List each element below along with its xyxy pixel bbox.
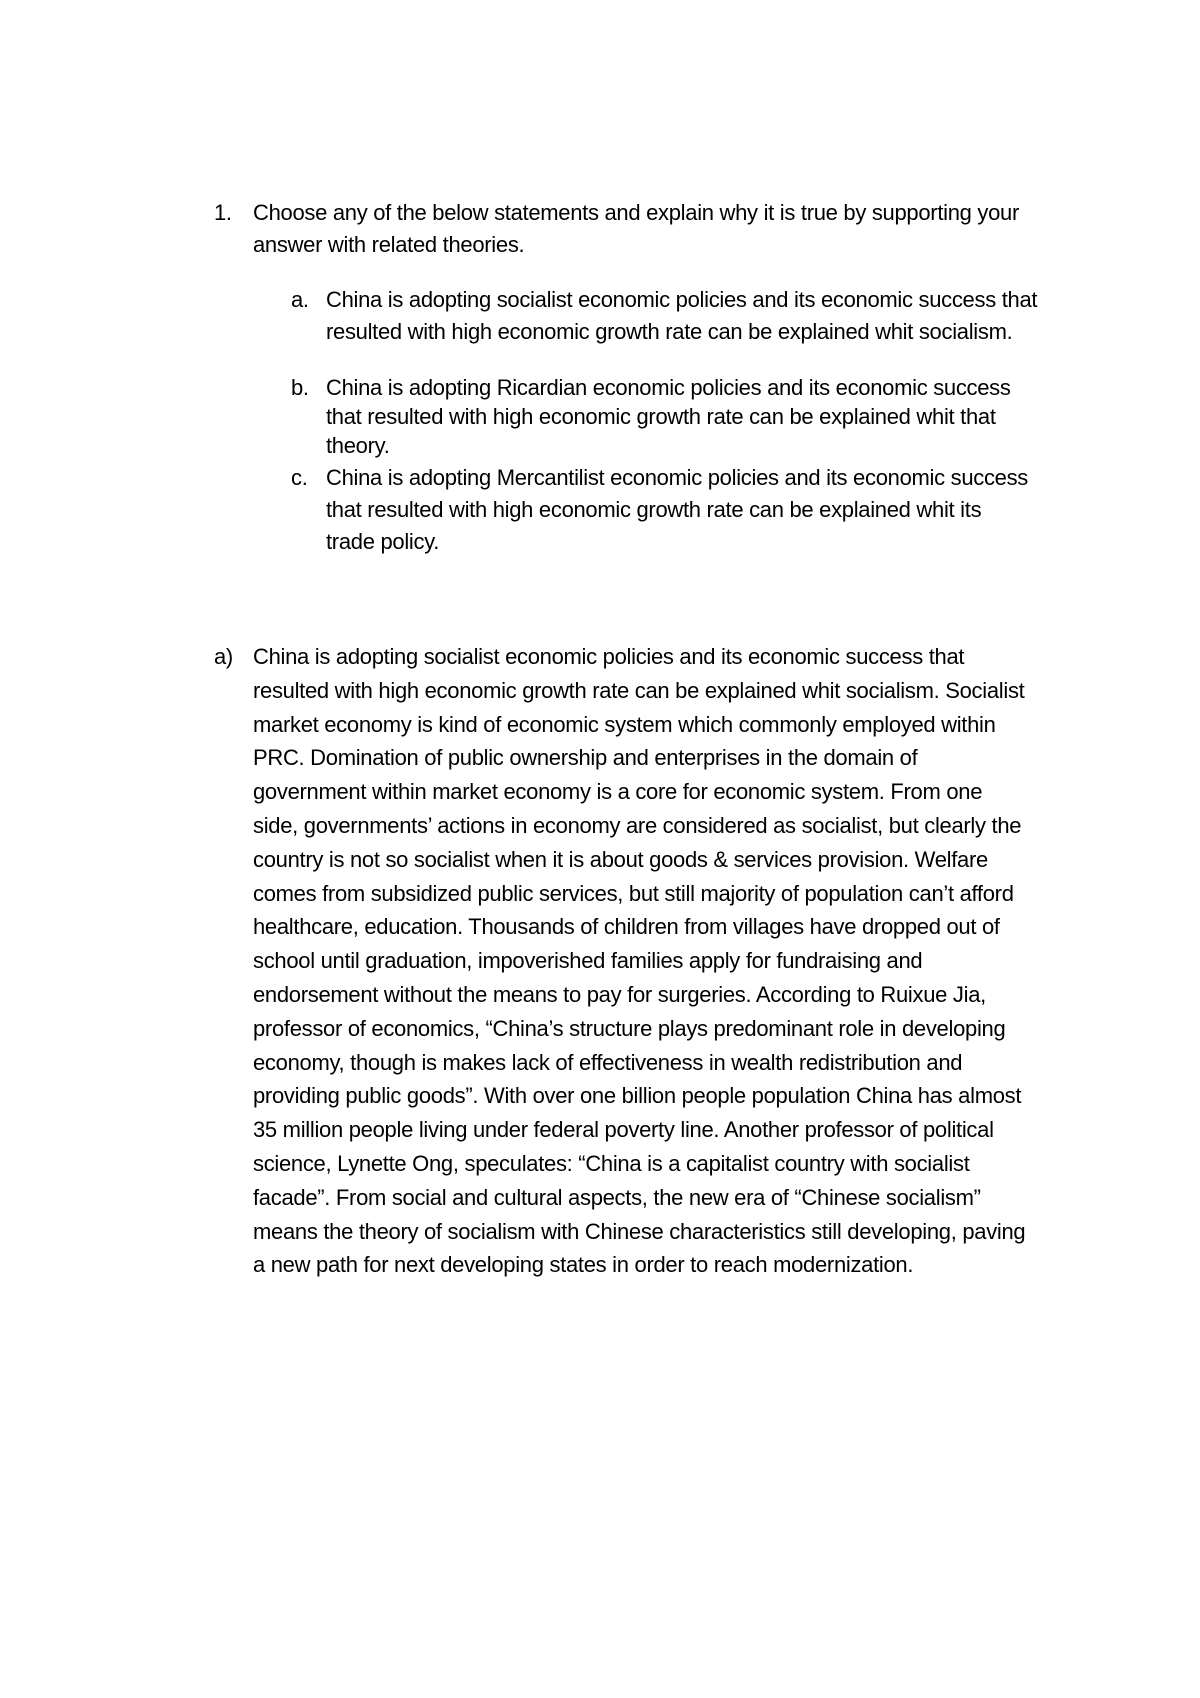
option-line: resulted with high economic growth rate can be explained whit socialism. bbox=[326, 319, 1013, 344]
answer-line: side, governments’ actions in economy are considered as socialist, but clearly the bbox=[253, 812, 1022, 838]
option-b-marker: b. bbox=[291, 375, 309, 400]
option-line: that resulted with high economic growth rate can be explained whit its bbox=[326, 497, 982, 522]
answer-line: endorsement without the means to pay for surgeries. According to Ruixue Jia, bbox=[253, 981, 986, 1007]
answer-line: economy, though is makes lack of effectiveness in wealth redistribution and bbox=[253, 1049, 963, 1075]
question-text bbox=[253, 197, 1019, 261]
answer-line: healthcare, education. Thousands of children from villages have dropped out of bbox=[253, 914, 1000, 940]
option-line: that resulted with high economic growth rate can be explained whit that bbox=[326, 404, 996, 429]
option-c-text bbox=[326, 462, 1028, 558]
option-line: China is adopting socialist economic policies and its economic success that bbox=[326, 287, 1038, 312]
answer-line: a new path for next developing states in order to reach modernization. bbox=[253, 1252, 914, 1278]
answer-line: China is adopting socialist economic policies and its economic success that bbox=[253, 644, 965, 669]
answer-line: resulted with high economic growth rate can be explained whit socialism. Socialist bbox=[253, 677, 1025, 703]
answer-line: market economy is kind of economic system which commonly employed within bbox=[253, 711, 996, 737]
answer-line: 35 million people living under federal poverty line. Another professor of political bbox=[253, 1117, 994, 1143]
answer-line: school until graduation, impoverished families apply for fundraising and bbox=[253, 948, 923, 974]
option-b-text bbox=[326, 372, 1011, 459]
answer-line: providing public goods”. With over one billion people population China has almost bbox=[253, 1083, 1022, 1109]
option-line: China is adopting Mercantilist economic policies and its economic success bbox=[326, 465, 1028, 490]
answer-line: professor of economics, “China’s structure plays predominant role in developing bbox=[253, 1015, 1006, 1041]
answer-line: means the theory of socialism with Chinese characteristics still developing, paving bbox=[253, 1218, 1026, 1244]
answer-line: comes from subsidized public services, but still majority of population can’t afford bbox=[253, 880, 1014, 906]
option-line: China is adopting Ricardian economic policies and its economic success bbox=[326, 375, 1011, 400]
option-a-text bbox=[326, 284, 1037, 348]
option-line: trade policy. bbox=[326, 529, 440, 554]
answer-line: country is not so socialist when it is about goods & services provision. Welfare bbox=[253, 846, 988, 872]
answer-line: PRC. Domination of public ownership and enterprises in the domain of bbox=[253, 745, 918, 771]
option-c-marker: c. bbox=[291, 465, 308, 490]
answer-marker: a) bbox=[214, 644, 233, 669]
question-line: answer with related theories. bbox=[253, 232, 525, 257]
option-a-marker: a. bbox=[291, 287, 309, 312]
answer-line: government within market economy is a core for economic system. From one bbox=[253, 779, 983, 805]
answer-line: facade”. From social and cultural aspects, the new era of “Chinese socialism” bbox=[253, 1184, 981, 1210]
option-line: theory. bbox=[326, 433, 390, 458]
question-line: Choose any of the below statements and explain why it is true by supporting your bbox=[253, 200, 1020, 225]
answer-line: science, Lynette Ong, speculates: “China is a capitalist country with socialist bbox=[253, 1150, 970, 1176]
question-number: 1. bbox=[214, 200, 232, 225]
answer-paragraph bbox=[253, 641, 1025, 1283]
